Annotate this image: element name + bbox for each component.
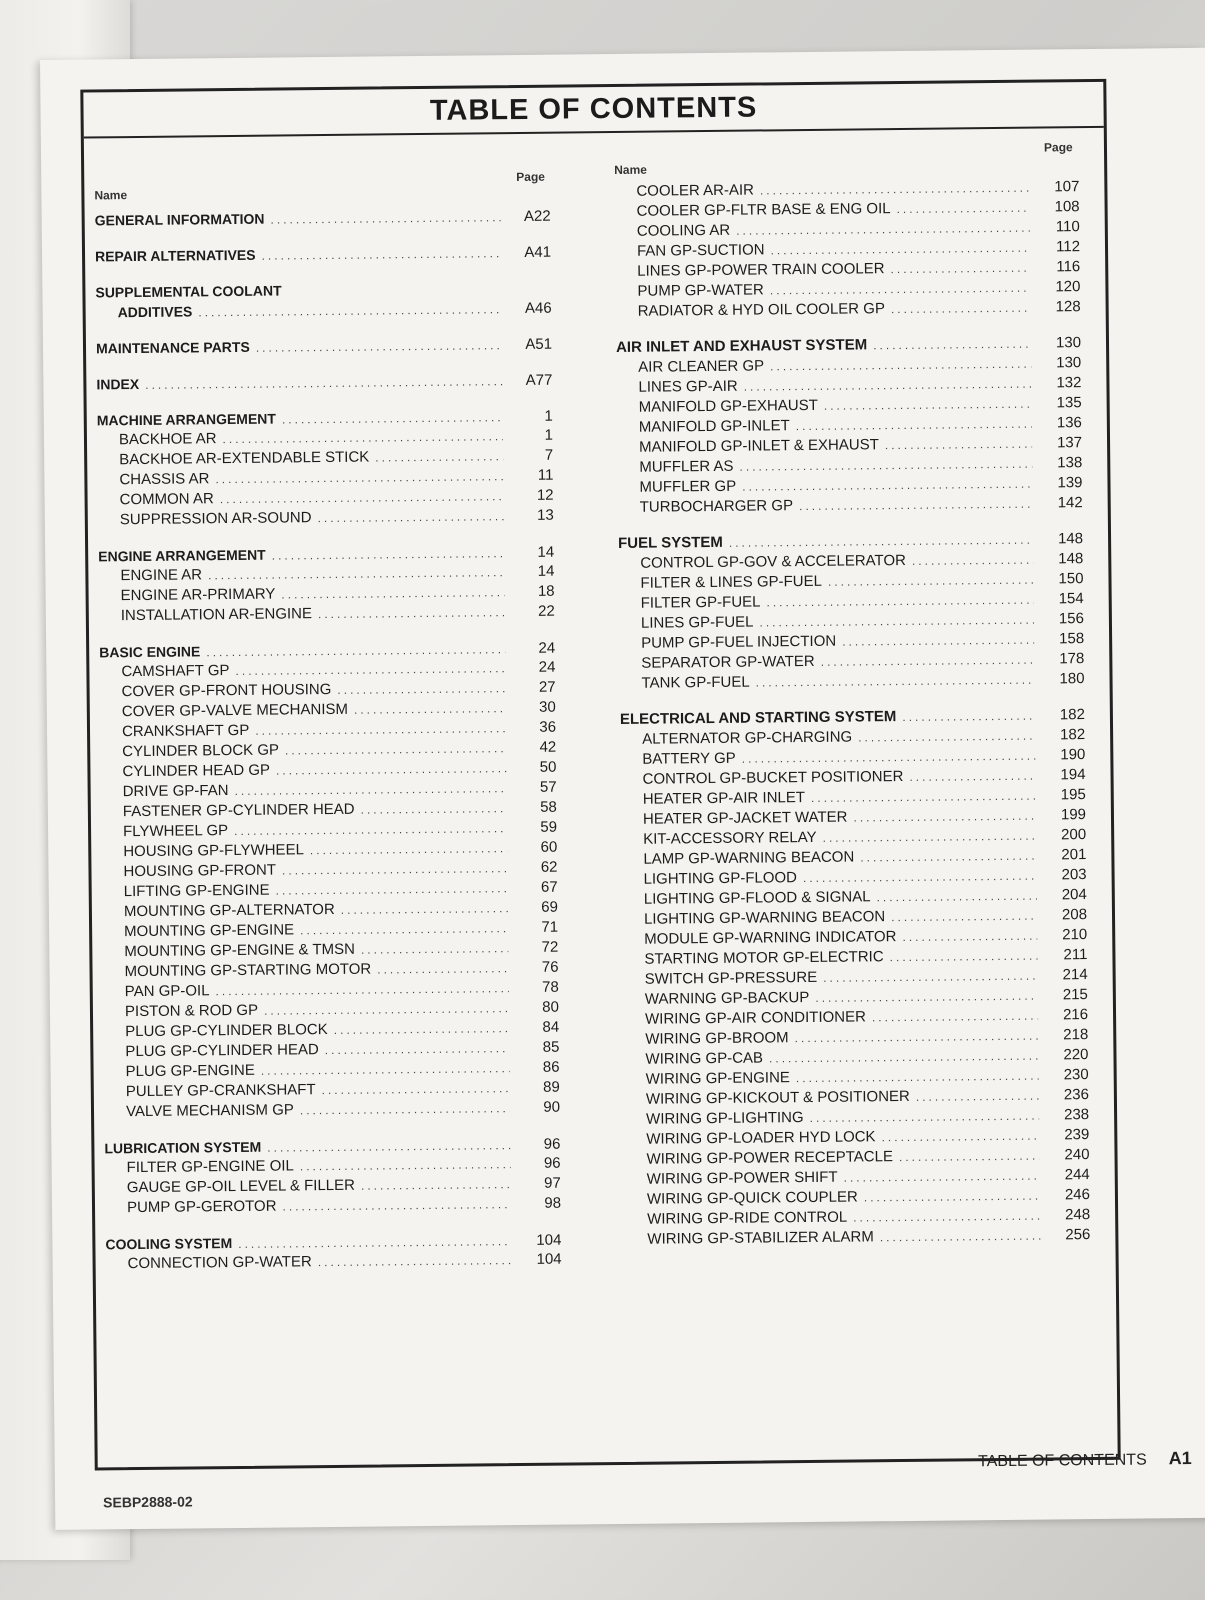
toc-entry-label: MACHINE ARRANGEMENT (96, 410, 277, 429)
toc-entry-page: 58 (540, 798, 557, 816)
toc-entry-label: PLUG GP-CYLINDER HEAD (125, 1041, 319, 1061)
dot-leader (876, 886, 1036, 908)
toc-entry-page: 84 (542, 1018, 560, 1036)
toc-entry-label: MOUNTING GP-ENGINE & TMSN (124, 940, 355, 961)
toc-entry-label: HEATER GP-JACKET WATER (642, 808, 848, 828)
dot-leader (325, 1038, 510, 1060)
toc-entry-label: INDEX (96, 375, 140, 393)
toc-entry-page: 112 (1056, 238, 1081, 256)
toc-entry-label: FLYWHEEL GP (122, 822, 229, 841)
toc-entry-page: 60 (540, 838, 558, 856)
dot-leader (864, 1186, 1040, 1208)
toc-entry-page: 239 (1064, 1126, 1090, 1144)
dot-leader (337, 678, 505, 700)
toc-entry-page: 1 (544, 426, 554, 444)
toc-entry-page: 178 (1059, 650, 1085, 668)
toc-section-heading (96, 334, 552, 359)
toc-entry-page: 203 (1061, 866, 1087, 884)
toc-entry-label: WARNING GP-BACKUP (644, 988, 810, 1008)
footer-section (978, 1448, 1192, 1471)
toc-entry-page: 27 (538, 678, 556, 696)
toc-entry-label: LINES GP-FUEL (640, 613, 754, 632)
toc-entry-page: 230 (1063, 1066, 1089, 1084)
dot-leader (360, 798, 506, 820)
toc-entry-label: COVER GP-VALVE MECHANISM (121, 700, 349, 721)
toc-entry-page: A22 (523, 207, 551, 225)
dot-leader (909, 766, 1035, 787)
toc-entry-label: MANIFOLD GP-INLET & EXHAUST (638, 436, 879, 456)
dot-leader (858, 726, 1035, 748)
toc-entry-page: A46 (524, 299, 552, 317)
toc-entry-label: BACKHOE AR (118, 430, 217, 449)
toc-entry-label: WIRING GP-CAB (645, 1049, 764, 1068)
toc-entry-page: 216 (1062, 1006, 1089, 1024)
toc-entry-label: TURBOCHARGER GP (639, 497, 794, 516)
document-page (40, 48, 1205, 1530)
toc-entry-label: LIGHTING GP-FLOOD (643, 869, 798, 888)
dot-leader (261, 243, 501, 266)
toc-entry-page: 130 (1055, 334, 1082, 352)
dot-leader (815, 986, 1038, 1008)
toc-entry-label: COOLING SYSTEM (105, 1235, 233, 1253)
right-name-header: Name (614, 162, 647, 177)
dot-leader (880, 1226, 1041, 1248)
toc-entry-label: FAN GP-SUCTION (636, 241, 765, 260)
toc-entry-page: 22 (538, 602, 555, 620)
toc-entry-page: 30 (539, 698, 556, 716)
toc-entry-label: WIRING GP-KICKOUT & POSITIONER (645, 1087, 910, 1108)
toc-entry-label: LAMP GP-WARNING BEACON (643, 848, 855, 868)
dot-leader (756, 670, 1035, 693)
toc-entry-page: 142 (1057, 494, 1083, 512)
toc-entry-label: LIFTING GP-ENGINE (123, 881, 270, 901)
dot-leader (334, 1018, 510, 1040)
toc-entry-page: 236 (1063, 1086, 1089, 1104)
dot-leader (822, 826, 1036, 848)
dot-leader (896, 198, 1029, 219)
left-page-header: Page (516, 169, 546, 185)
toc-entry-label: LUBRICATION SYSTEM (104, 1138, 262, 1157)
toc-entry-page: 90 (543, 1098, 561, 1116)
toc-entry-page: 97 (544, 1174, 561, 1192)
document-number: SEBP2888-02 (103, 1493, 193, 1511)
dot-leader (891, 906, 1037, 928)
dot-leader (361, 938, 509, 960)
toc-entry-page: 85 (542, 1038, 560, 1056)
footer-section-title: TABLE OF CONTENTS (978, 1451, 1147, 1471)
toc-entry-page: 62 (540, 858, 558, 876)
toc-entry-label: TANK GP-FUEL (641, 673, 750, 692)
toc-entry-page: 14 (537, 543, 555, 561)
dot-leader (796, 414, 1032, 436)
toc-entry-page: 86 (542, 1058, 560, 1076)
toc-entry-page: 78 (541, 978, 559, 996)
toc-entry-page: 98 (544, 1194, 562, 1212)
toc-entry-label: COVER GP-FRONT HOUSING (121, 680, 332, 701)
toc-entry-page: 135 (1056, 394, 1082, 412)
toc-entry-label: COOLER AR-AIR (636, 181, 755, 200)
dot-leader (873, 334, 1031, 356)
right-toc-column (614, 177, 1090, 1250)
dot-leader (235, 658, 505, 681)
toc-entry-label: SUPPRESSION AR-SOUND (119, 509, 312, 529)
toc-entry-page: 96 (543, 1135, 561, 1153)
toc-entry-page: 214 (1062, 966, 1088, 984)
footer-page-number: A1 (1168, 1448, 1192, 1469)
toc-entry-page: 1 (544, 407, 553, 425)
toc-entry-page: 18 (537, 582, 555, 600)
toc-entry-label: COOLING AR (636, 221, 731, 240)
toc-entry-label: PISTON & ROD GP (124, 1001, 259, 1021)
toc-entry-page: 7 (544, 446, 554, 464)
toc-entry-page: 80 (542, 998, 560, 1016)
toc-entry-page: 67 (540, 878, 558, 896)
dot-leader (766, 590, 1033, 613)
toc-entry-page: 24 (538, 658, 556, 676)
toc-section-heading (95, 242, 551, 267)
toc-section-heading (96, 370, 552, 395)
dot-leader (916, 1086, 1039, 1107)
dot-leader (803, 866, 1037, 888)
toc-entry-label: CONNECTION GP-WATER (127, 1253, 312, 1273)
toc-entry-page: 104 (536, 1250, 562, 1268)
dot-leader (843, 1166, 1039, 1188)
toc-entry-page: 89 (543, 1078, 560, 1096)
dot-leader (902, 706, 1035, 727)
toc-entry-label: PUMP GP-FUEL INJECTION (641, 632, 837, 652)
toc-entry-page: 36 (539, 718, 557, 736)
dot-leader (860, 846, 1036, 868)
toc-entry-page: 201 (1061, 846, 1087, 864)
dot-leader (300, 1098, 510, 1120)
dot-leader (912, 550, 1034, 571)
dot-leader (234, 778, 506, 801)
toc-entry-page: 158 (1058, 630, 1085, 648)
dot-leader (760, 178, 1030, 201)
toc-entry-label: WIRING GP-POWER SHIFT (646, 1168, 838, 1188)
toc-entry-label: LINES GP-AIR (638, 377, 738, 396)
dot-leader (282, 858, 508, 880)
dot-leader (885, 434, 1032, 456)
toc-entry-page: 138 (1057, 454, 1083, 472)
toc-section-heading (95, 206, 551, 231)
toc-entry-label: SUPPLEMENTAL COOLANT (95, 282, 282, 301)
toc-entry-page: 120 (1055, 278, 1081, 296)
toc-entry-label: CYLINDER BLOCK GP (122, 741, 280, 761)
dot-leader (890, 946, 1038, 968)
dot-leader (795, 1026, 1039, 1049)
toc-entry-label: BASIC ENGINE (99, 643, 201, 661)
toc-entry-page: A41 (524, 243, 552, 261)
dot-leader (770, 354, 1031, 377)
toc-entry-page: 182 (1060, 726, 1086, 744)
toc-entry-page: 50 (539, 758, 557, 776)
toc-entry-page: 72 (541, 938, 559, 956)
toc-entry-page: 13 (537, 506, 554, 524)
toc-entry-label: ADDITIVES (117, 303, 193, 321)
dot-leader (375, 446, 503, 467)
dot-leader (321, 1078, 509, 1100)
dot-leader (310, 838, 508, 860)
toc-entry (106, 1250, 562, 1275)
toc-entry-label: PLUG GP-CYLINDER BLOCK (125, 1021, 328, 1041)
toc-section-heading (96, 298, 552, 323)
dot-leader (145, 371, 502, 395)
toc-entry-page: 69 (541, 898, 558, 916)
toc-entry-label: CAMSHAFT GP (121, 662, 230, 681)
toc-entry-page: 108 (1054, 198, 1080, 216)
toc-entry-label: WIRING GP-QUICK COUPLER (646, 1188, 858, 1208)
toc-entry-label: ENGINE AR (120, 566, 203, 585)
toc-entry-page: 139 (1057, 474, 1083, 492)
contents-frame (80, 79, 1120, 1471)
toc-entry-page: 24 (538, 639, 556, 657)
dot-leader (281, 582, 504, 604)
right-page-header: Page (1043, 140, 1073, 155)
toc-entry-label: SWITCH GP-PRESSURE (644, 968, 818, 988)
toc-entry-page: 210 (1062, 926, 1088, 944)
toc-entry-label: ENGINE AR-PRIMARY (120, 585, 276, 605)
toc-entry-page: 136 (1056, 414, 1082, 432)
toc-entry-label: BACKHOE AR-EXTENDABLE STICK (119, 448, 370, 469)
toc-entry-page: 76 (541, 958, 559, 976)
dot-leader (881, 1126, 1039, 1148)
toc-entry-label: SEPARATOR GP-WATER (641, 652, 815, 672)
dot-leader (341, 898, 508, 920)
dot-leader (264, 998, 509, 1021)
toc-entry-page: 199 (1060, 806, 1087, 824)
toc-entry-label: AIR INLET AND EXHAUST SYSTEM (615, 336, 868, 356)
toc-entry-page: 215 (1062, 986, 1088, 1004)
dot-leader (282, 1194, 511, 1216)
toc-entry-label: GAUGE GP-OIL LEVEL & FILLER (126, 1176, 356, 1197)
toc-entry-page: 220 (1063, 1046, 1089, 1064)
toc-entry-label: WIRING GP-AIR CONDITIONER (644, 1008, 866, 1028)
toc-entry-label: MODULE GP-WARNING INDICATOR (644, 928, 897, 948)
toc-entry-page: 132 (1056, 374, 1082, 392)
dot-leader (853, 1206, 1040, 1228)
dot-leader (823, 966, 1038, 988)
dot-leader (770, 278, 1031, 301)
toc-entry-page: 182 (1059, 706, 1086, 724)
toc-entry-label: CRANKSHAFT GP (121, 721, 250, 741)
toc-entry-label: MOUNTING GP-STARTING MOTOR (124, 960, 372, 981)
toc-entry-label: WIRING GP-RIDE CONTROL (647, 1208, 848, 1228)
toc-entry-page: 137 (1056, 434, 1083, 452)
dot-leader (810, 1106, 1040, 1128)
toc-entry-label: CHASSIS AR (119, 470, 210, 489)
toc-entry-page: 150 (1058, 570, 1084, 588)
toc-entry-label: MAINTENANCE PARTS (95, 338, 250, 357)
toc-entry-page: 130 (1056, 354, 1082, 372)
toc-entry-page: 59 (540, 818, 558, 836)
toc-entry-label: VALVE MECHANISM GP (125, 1101, 294, 1121)
dot-leader (799, 494, 1033, 516)
dot-leader (255, 718, 506, 741)
toc-entry-label: MUFFLER AS (639, 457, 734, 476)
toc-entry-label: WIRING GP-STABILIZER ALARM (647, 1228, 874, 1248)
toc-entry-page: 256 (1065, 1226, 1091, 1244)
toc-entry-page: 180 (1059, 670, 1085, 688)
dot-leader (300, 1154, 511, 1176)
toc-entry-label: REPAIR ALTERNATIVES (94, 246, 256, 265)
toc-entry-label: ALTERNATOR GP-CHARGING (642, 728, 853, 748)
toc-entry-label: PLUG GP-ENGINE (125, 1061, 255, 1081)
toc-entry-label: HOUSING GP-FLYWHEEL (123, 841, 304, 861)
dot-leader (275, 878, 507, 900)
toc-entry-label: WIRING GP-LOADER HYD LOCK (646, 1128, 876, 1148)
toc-entry-page: 110 (1055, 218, 1080, 236)
toc-entry-label: DRIVE GP-FAN (122, 782, 229, 801)
toc-entry-label: MUFFLER GP (639, 477, 737, 496)
toc-entry-page: 107 (1054, 178, 1080, 196)
toc-entry-page: 128 (1055, 298, 1081, 316)
toc-entry-page: 42 (539, 738, 557, 756)
toc-entry-page: 204 (1061, 886, 1087, 904)
toc-entry-label: FUEL SYSTEM (618, 533, 723, 552)
toc-entry-label: HEATER GP-AIR INLET (642, 789, 806, 808)
dot-leader (842, 630, 1034, 652)
toc-entry-page: 238 (1063, 1106, 1090, 1124)
toc-entry-label: MOUNTING GP-ENGINE (124, 921, 295, 941)
toc-entry-label: BATTERY GP (642, 749, 736, 768)
toc-entry-page: 240 (1064, 1146, 1090, 1164)
dot-leader (891, 298, 1031, 319)
dot-leader (354, 698, 506, 720)
toc-entry-label: HOUSING GP-FRONT (123, 861, 277, 881)
dot-leader (198, 299, 502, 322)
toc-entry-page: 12 (536, 486, 554, 504)
toc-entry-page: 71 (541, 918, 559, 936)
toc-entry-page: 156 (1058, 610, 1084, 628)
dot-leader (318, 1250, 512, 1272)
toc-entry-page: 211 (1063, 946, 1088, 964)
toc-entry-page: 190 (1060, 746, 1086, 764)
toc-entry-page: 208 (1061, 906, 1088, 924)
dot-leader (300, 918, 508, 940)
toc-entry-label: COOLER GP-FLTR BASE & ENG OIL (636, 200, 891, 220)
toc-entry-label: PUMP GP-WATER (637, 281, 764, 300)
dot-leader (270, 207, 500, 229)
toc-entry-label: GENERAL INFORMATION (94, 210, 265, 229)
toc-entry-label: CYLINDER HEAD GP (122, 761, 271, 781)
toc-entry-page: A51 (525, 335, 553, 353)
toc-entry-page: 218 (1063, 1026, 1089, 1044)
toc-entry-label: MANIFOLD GP-INLET (638, 417, 790, 436)
dot-leader (828, 570, 1034, 592)
left-toc-column (95, 206, 562, 1275)
toc-entry-page: 200 (1061, 826, 1087, 844)
toc-entry-label: WIRING GP-POWER RECEPTACLE (646, 1148, 894, 1168)
toc-entry (625, 1225, 1090, 1250)
toc-entry-label: CONTROL GP-GOV & ACCELERATOR (640, 551, 906, 572)
toc-entry-label: STARTING MOTOR GP-ELECTRIC (644, 948, 884, 968)
dot-leader (261, 1058, 510, 1081)
dot-leader (853, 806, 1036, 828)
dot-leader (824, 394, 1032, 416)
toc-entry-label: CONTROL GP-BUCKET POSITIONER (642, 767, 904, 788)
toc-entry-label: FILTER GP-ENGINE OIL (126, 1157, 294, 1177)
dot-leader (276, 758, 507, 780)
toc-entry-label: COMMON AR (119, 490, 214, 509)
dot-leader (285, 738, 506, 760)
toc-entry-page: 148 (1058, 550, 1084, 568)
toc-entry-label: WIRING GP-BROOM (645, 1029, 789, 1048)
toc-entry-page: 148 (1057, 530, 1084, 548)
dot-leader (899, 1146, 1040, 1167)
toc-entry-label: WIRING GP-LIGHTING (646, 1109, 804, 1128)
toc-entry-label: PAN GP-OIL (124, 982, 210, 1001)
toc-entry-label: LIGHTING GP-FLOOD & SIGNAL (643, 888, 871, 908)
toc-entry-label: AIR CLEANER GP (638, 357, 765, 376)
toc-entry-label: PULLEY GP-CRANKSHAFT (125, 1081, 316, 1101)
toc-entry-label: FILTER GP-FUEL (640, 593, 761, 612)
left-name-header: Name (94, 188, 128, 203)
dot-leader (890, 258, 1030, 279)
dot-leader (770, 238, 1030, 261)
dot-leader (256, 335, 502, 358)
dot-leader (317, 506, 503, 528)
toc-entry-label: MANIFOLD GP-EXHAUST (638, 396, 818, 416)
toc-entry-page: 246 (1064, 1186, 1091, 1204)
toc-entry-label: MOUNTING GP-ALTERNATOR (123, 900, 335, 921)
toc-entry-page: 11 (537, 466, 554, 484)
toc-entry-page: 194 (1060, 766, 1086, 784)
dot-leader (318, 602, 505, 624)
dot-leader (872, 1006, 1038, 1028)
toc-entry-label: LINES GP-POWER TRAIN COOLER (637, 260, 885, 280)
toc-entry-page: 104 (536, 1231, 562, 1249)
toc-entry-page: 96 (543, 1154, 561, 1172)
dot-leader (769, 1046, 1039, 1069)
dot-leader (377, 958, 509, 979)
toc-entry-page: 195 (1060, 786, 1086, 804)
toc-entry-label: RADIATOR & HYD OIL COOLER GP (637, 300, 886, 320)
toc-entry-page: 14 (537, 562, 555, 580)
toc-entry-label: KIT-ACCESSORY RELAY (643, 828, 817, 848)
toc-entry-label: WIRING GP-ENGINE (645, 1069, 790, 1088)
toc-entry-page: A77 (525, 371, 553, 389)
dot-leader (902, 926, 1037, 947)
toc-entry-label: ELECTRICAL AND STARTING SYSTEM (619, 708, 897, 728)
dot-leader (811, 786, 1036, 808)
toc-entry-page: 244 (1064, 1166, 1090, 1184)
toc-entry-page: 57 (539, 778, 557, 796)
page-title: TABLE OF CONTENTS (429, 91, 758, 127)
toc-entry-page: 116 (1056, 258, 1081, 276)
dot-leader (821, 650, 1035, 672)
toc-entry-page: 248 (1065, 1206, 1091, 1224)
toc-entry-label: PUMP GP-GEROTOR (126, 1197, 277, 1217)
toc-entry-label: LIGHTING GP-WARNING BEACON (643, 908, 886, 928)
toc-entry-label: INSTALLATION AR-ENGINE (120, 605, 313, 625)
dot-leader (361, 1174, 511, 1196)
toc-entry-label: ENGINE ARRANGEMENT (98, 546, 266, 565)
toc-entry-page: 154 (1058, 590, 1084, 608)
dot-leader (796, 1066, 1039, 1089)
toc-entry-label: FILTER & LINES GP-FUEL (640, 572, 823, 592)
toc-entry-label: FASTENER GP-CYLINDER HEAD (122, 800, 355, 821)
